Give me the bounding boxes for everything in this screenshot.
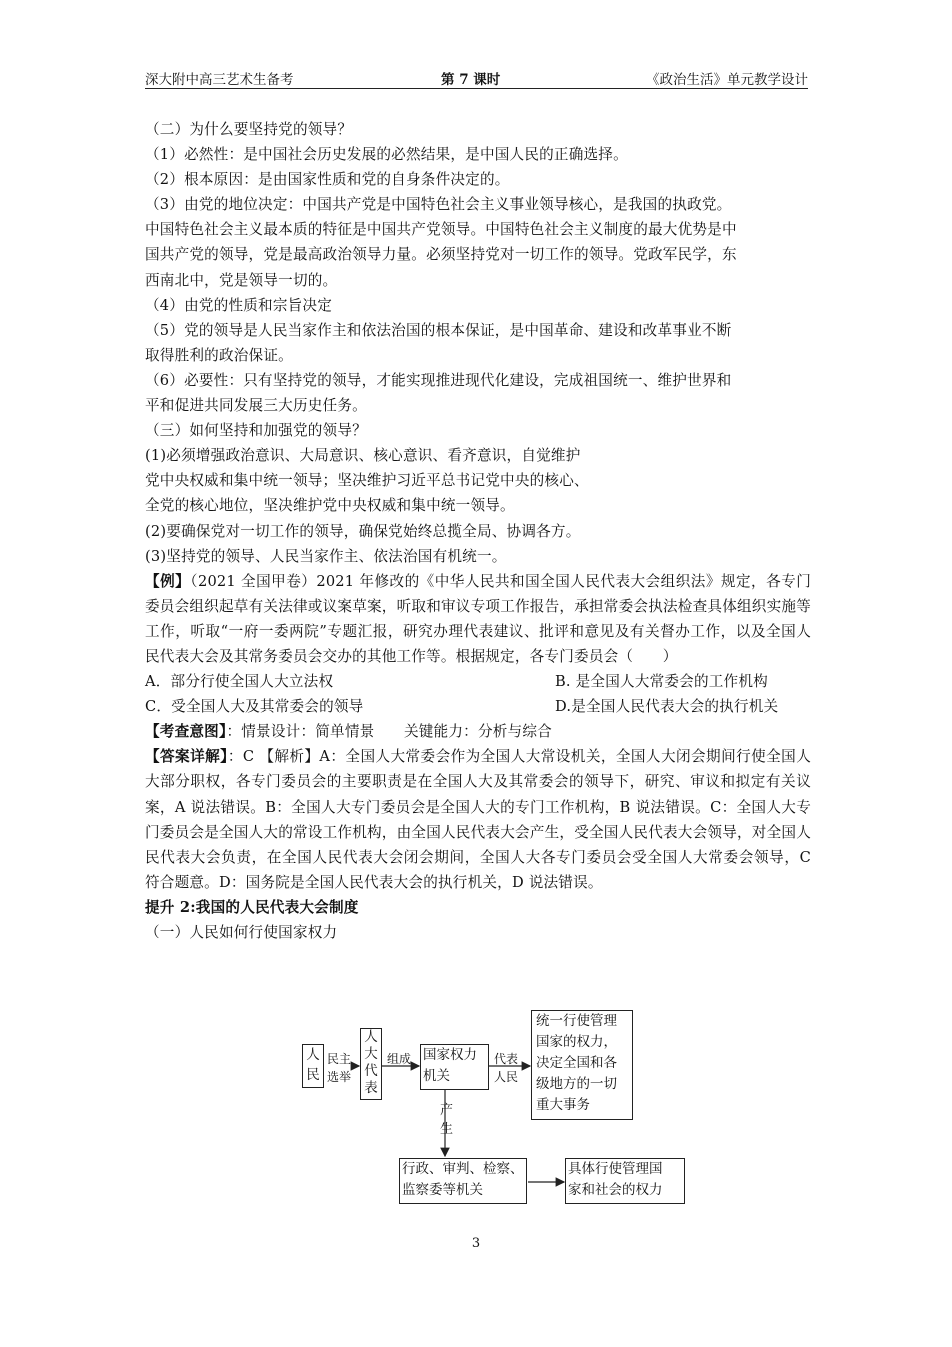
exam-intent [145, 719, 811, 744]
text-line: (1)必须增强政治意识、大局意识、核心意识、看齐意识，自觉维护 [145, 447, 581, 465]
header-school: 深大附中高三艺术生备考 [145, 72, 294, 88]
intent-text: ：情景设计：简单情景 关键能力：分析与综合 [226, 723, 552, 741]
specific-line-1: 具体行使管理国 [568, 1161, 663, 1177]
label-produce-1: 产 [440, 1103, 454, 1118]
organ-line-1: 国家权力 [423, 1047, 477, 1063]
answer-text: ：C 【解析】A：全国人大常委会作为全国人大常设机关，全国人大闭会期间行使全国人大部分职权，各专门委员会的主要职责是在全国人大及其常委会的领导下，研究、审议和拟定有关议案，A 说法错误。B：全国人大专门委员会是全国人大的专门工作机构，B 说法错误。C：全国人大专门委员会是全国人大的常设工作机构，由全国人民代表大会产生，受全国人民代表大会领导，对全国人民代表大会负责，在全国人民代表大会闭会期间，全国人大各专门委员会受全国人大常委会领导，C 符合题意。D：国务院是全国人民代表大会的执行机关，D 说法错误。 [145, 748, 811, 891]
text-line: （三）如何坚持和加强党的领导？ [145, 422, 367, 440]
deputies-label: 人大代表 [364, 1029, 378, 1096]
power-line-3: 决定全国和各 [536, 1055, 617, 1071]
box-people [302, 1044, 324, 1088]
page-number: 3 [471, 1236, 481, 1251]
text-line: (2)要确保党对一切工作的领导，确保党始终总揽全局、协调各方。 [145, 522, 581, 540]
example-question [145, 569, 811, 669]
power-line-2: 国家的权力， [536, 1034, 617, 1050]
text-line: 国共产党的领导，党是最高政治领导力量。必须坚持党对一切工作的领导。党政军民学，东 [145, 246, 737, 264]
text-line: （3）由党的地位决定：中国共产党是中国特色社会主义事业领导核心，是我国的执政党。 [145, 196, 732, 214]
section-title: 提升 2:我国的人民代表大会制度 [145, 898, 359, 916]
section-subtitle: （一）人民如何行使国家权力 [145, 924, 338, 941]
other-line-1: 行政、审判、检察、 [402, 1161, 524, 1177]
intent-tag: 【考查意图】 [145, 723, 227, 741]
other-line-2: 监察委等机关 [402, 1182, 483, 1198]
text-line: 中国特色社会主义最本质的特征是中国共产党领导。中国特色社会主义制度的最大优势是中 [145, 221, 737, 239]
power-line-5: 重大事务 [536, 1097, 590, 1113]
specific-line-2: 家和社会的权力 [568, 1182, 663, 1198]
label-represent-1: 代表 [494, 1052, 519, 1066]
option-a: A．部分行使全国人大立法权 [145, 673, 334, 691]
text-line: 西南北中，党是领导一切的。 [145, 271, 338, 289]
text-line: （4）由党的性质和宗旨决定 [145, 296, 333, 314]
text-line: （5）党的领导是人民当家作主和依法治国的根本保证，是中国革命、建设和改革事业不断 [145, 321, 732, 339]
option-d: D.是全国人民代表大会的执行机关 [555, 698, 779, 716]
box-deputies [360, 1028, 382, 1100]
power-line-1: 统一行使管理 [536, 1013, 617, 1029]
box-specific-power [565, 1158, 685, 1204]
text-line: (3)坚持党的领导、人民当家作主、依法治国有机统一。 [145, 547, 507, 565]
label-produce-2: 生 [440, 1122, 454, 1137]
box-state-organ [420, 1044, 489, 1090]
example-tag: 【例】 [145, 572, 191, 590]
answer-explanation [145, 744, 811, 895]
answer-tag: 【答案详解】 [145, 748, 228, 766]
text-line: （2）根本原因：是由国家性质和党的自身条件决定的。 [145, 171, 510, 189]
label-elect-1: 民主 [327, 1052, 352, 1066]
text-line: 取得胜利的政治保证。 [145, 346, 293, 364]
text-line: 党中央权威和集中统一领导；坚决维护习近平总书记党中央的核心、 [145, 472, 589, 490]
label-represent-2: 人民 [494, 1070, 519, 1084]
header-unit: 《政治生活》单元教学设计 [646, 72, 808, 88]
options-row-1 [145, 669, 811, 694]
option-b: B. 是全国人大常委会的工作机构 [555, 673, 768, 691]
option-c: C．受全国人大及其常委会的领导 [145, 698, 364, 716]
box-other-organs [399, 1158, 527, 1204]
label-compose: 组成 [387, 1052, 412, 1066]
text-line: （二）为什么要坚持党的领导？ [145, 121, 353, 138]
text-line: （1）必然性：是中国社会历史发展的必然结果，是中国人民的正确选择。 [145, 146, 628, 164]
header-lesson: 第 7 课时 [441, 72, 501, 88]
document-body [145, 117, 811, 945]
people-label: 人民 [306, 1047, 320, 1083]
page-header [145, 66, 808, 89]
options-row-2 [145, 694, 811, 719]
text-line: （6）必要性：只有坚持党的领导，才能实现推进现代化建设，完成祖国统一、维护世界和 [145, 371, 732, 389]
power-line-4: 级地方的一切 [536, 1076, 617, 1092]
box-unified-power [531, 1010, 633, 1120]
text-line: 平和促进共同发展三大历史任务。 [145, 397, 367, 415]
label-elect-2: 选举 [327, 1070, 352, 1084]
power-flow-diagram [302, 1010, 702, 1210]
organ-line-2: 机关 [423, 1068, 450, 1084]
example-text: （2021 全国甲卷）2021 年修改的《中华人民共和国全国人民代表大会组织法》规定，各专门委员会组织起草有关法律或议案草案，听取和审议专项工作报告，承担常委会执法检查具体组织实施等工作，听取“一府一委两院”专题汇报，研究办理代表建议、批评和意见及有关督办工作，以及全国人民代表大会及其常务委员会交办的其他工作等。根据规定，各专门委员会（ ） [145, 572, 811, 665]
text-line: 全党的核心地位，坚决维护党中央权威和集中统一领导。 [145, 497, 515, 515]
